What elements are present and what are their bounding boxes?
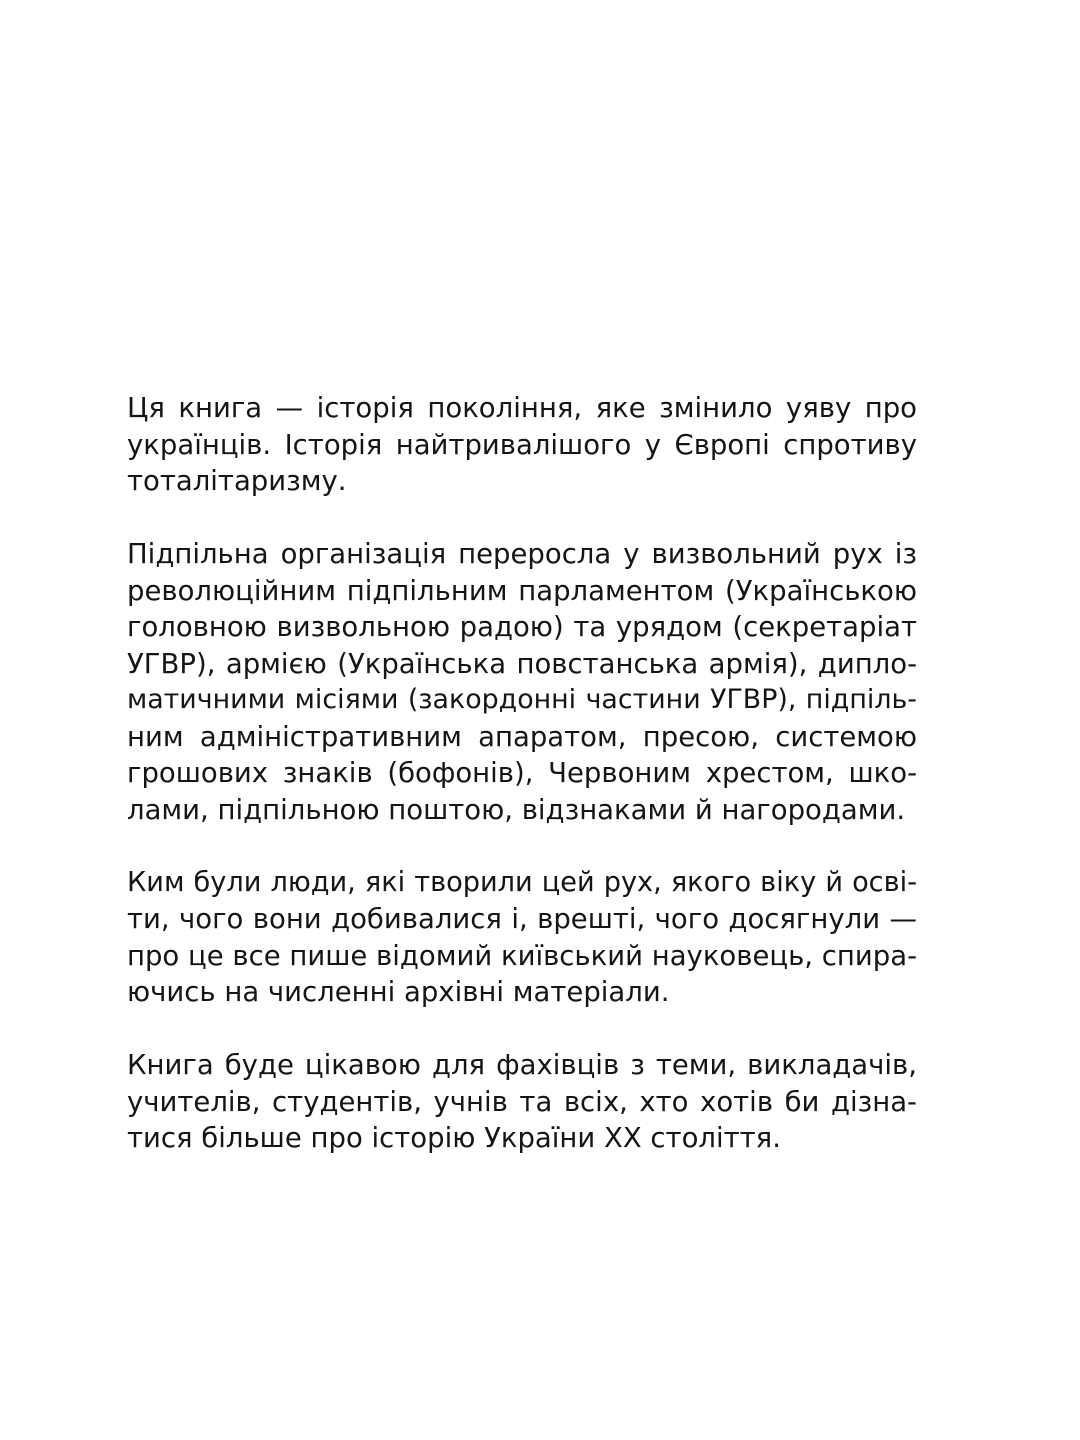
text-line: тоталітаризму. <box>127 465 347 497</box>
text-line: Підпільна організація переросла у визвольний рух із <box>127 538 917 570</box>
paragraph-audience <box>127 1047 917 1157</box>
text-line: головною визвольною радою) та урядом (секретаріат <box>127 611 917 643</box>
text-line: УГВР), армією (Українська повстанська армія), дипло- <box>127 647 917 680</box>
paragraph-people <box>127 865 917 1011</box>
text-line: українців. Історія найтривалішого у Європі спротиву <box>127 428 917 461</box>
paragraph-organization <box>127 536 917 828</box>
text-line: ти, чого вони добивалися і, врешті, чого досягнули — <box>127 903 917 935</box>
text-line: учителів, студентів, учнів та всіх, хто хотів би дізна- <box>127 1085 917 1118</box>
text-line: тися більше про історію України XX століття. <box>127 1122 781 1154</box>
text-line: ючись на численні архівні матеріали. <box>127 976 670 1008</box>
text-line: матичними місіями (закордонні частини УГВР), підпіль- <box>127 684 917 715</box>
text-line: революційним підпільним парламентом (Українською <box>127 574 917 607</box>
text-line: Ким були люди, які творили цей рух, якого віку й осві- <box>127 866 917 898</box>
paragraph-intro <box>127 390 917 500</box>
text-line: грошових знаків (бофонів), Червоним хрестом, шко- <box>127 757 917 789</box>
text-line: про це все пише відомий київський науковець, спира- <box>127 939 917 972</box>
text-line: ним адміністративним апаратом, пресою, системою <box>127 720 917 753</box>
text-line: лами, підпільною поштою, відзнаками й нагородами. <box>127 793 906 826</box>
text-line: Книга буде цікавою для фахівців з теми, викладачів, <box>127 1049 917 1081</box>
annotation-text <box>127 390 917 1157</box>
text-line: Ця книга — історія покоління, яке змінило уяву про <box>127 392 917 424</box>
